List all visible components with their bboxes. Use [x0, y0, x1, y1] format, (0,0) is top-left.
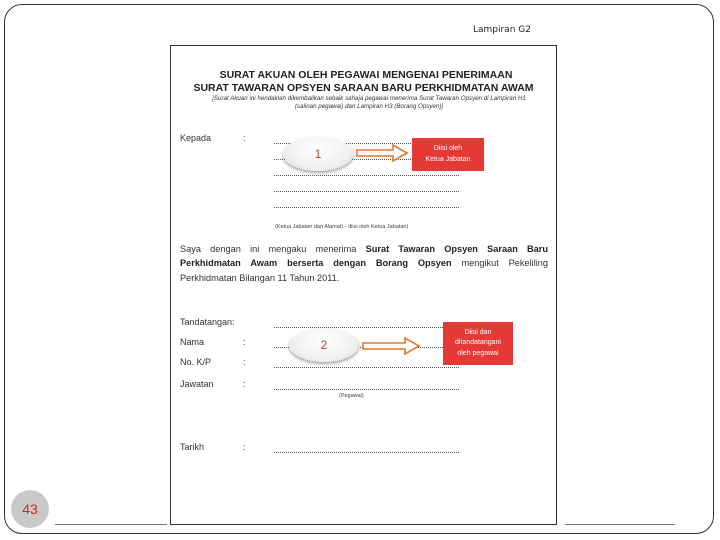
signature-line: [274, 327, 459, 328]
arrow-2-icon: [361, 337, 421, 355]
arrow-1-icon: [355, 144, 409, 162]
annotation-box-1-line1: Diisi oleh: [433, 145, 463, 152]
nokp-colon: :: [243, 357, 246, 367]
tarikh-colon: :: [243, 442, 246, 452]
declaration-paragraph: Saya dengan ini mengaku menerima Surat Tawaran Opsyen Saraan Baru Perkhidmatan Awam berserta dengan Borang Opsyen mengikut Pekeliling Perkhidmatan Bilangan 11 Tahun 2011.: [180, 244, 548, 283]
address-line-4: [274, 191, 459, 192]
marker-2: 2: [289, 328, 359, 362]
nama-colon: :: [243, 337, 246, 347]
tarikh-line: [274, 452, 459, 453]
annotation-box-1-line2: Ketua Jabatan: [425, 155, 471, 163]
annotation-box-2-line2: ditandatangani: [455, 339, 501, 347]
tarikh-label: Tarikh: [180, 442, 205, 452]
address-line-3: [274, 175, 459, 176]
corner-label: Lampiran G2: [473, 25, 531, 35]
jawatan-label: Jawatan: [180, 379, 214, 389]
footer-divider-left: [55, 524, 167, 525]
footer-divider-right: [565, 524, 675, 525]
address-note: (Ketua Jabatan dan Alamat) - diisi oleh Ketua Jabatan): [275, 224, 409, 230]
nokp-label: No. K/P: [180, 357, 212, 367]
annotation-box-2-line3: oleh pegawai: [457, 349, 499, 357]
kepada-label: Kepada: [180, 133, 212, 143]
kepada-colon: :: [243, 133, 246, 143]
jawatan-colon: :: [243, 379, 246, 389]
jawatan-line: [274, 389, 459, 390]
document-subtitle: [Surat Akuan ini hendaklah dikembalikan sebaik sahaja pegawai menerima Surat Tawaran Opsyen di Lampiran H1 (salinan pegawai) dan Lampiran H3 (Borang Opsyen)]: [212, 95, 526, 110]
nokp-line: [274, 367, 459, 368]
page-number-badge: 43: [11, 490, 49, 528]
annotation-box-2-line1: Diisi dan: [464, 328, 492, 336]
document-title-line2: SURAT TAWARAN OPSYEN SARAAN BARU PERKHIDMATAN AWAM: [193, 82, 534, 94]
pegawai-note: (Pegawai): [339, 393, 364, 399]
nama-label: Nama: [180, 337, 205, 347]
address-line-5: [274, 207, 459, 208]
marker-1: 1: [283, 137, 353, 171]
annotation-box-2: [443, 322, 513, 365]
document-page: [170, 45, 557, 525]
annotation-box-1: [412, 138, 484, 171]
document-title-line1: SURAT AKUAN OLEH PEGAWAI MENGENAI PENERIMAAN: [219, 69, 513, 81]
tandatangan-label: Tandatangan:: [180, 317, 235, 327]
